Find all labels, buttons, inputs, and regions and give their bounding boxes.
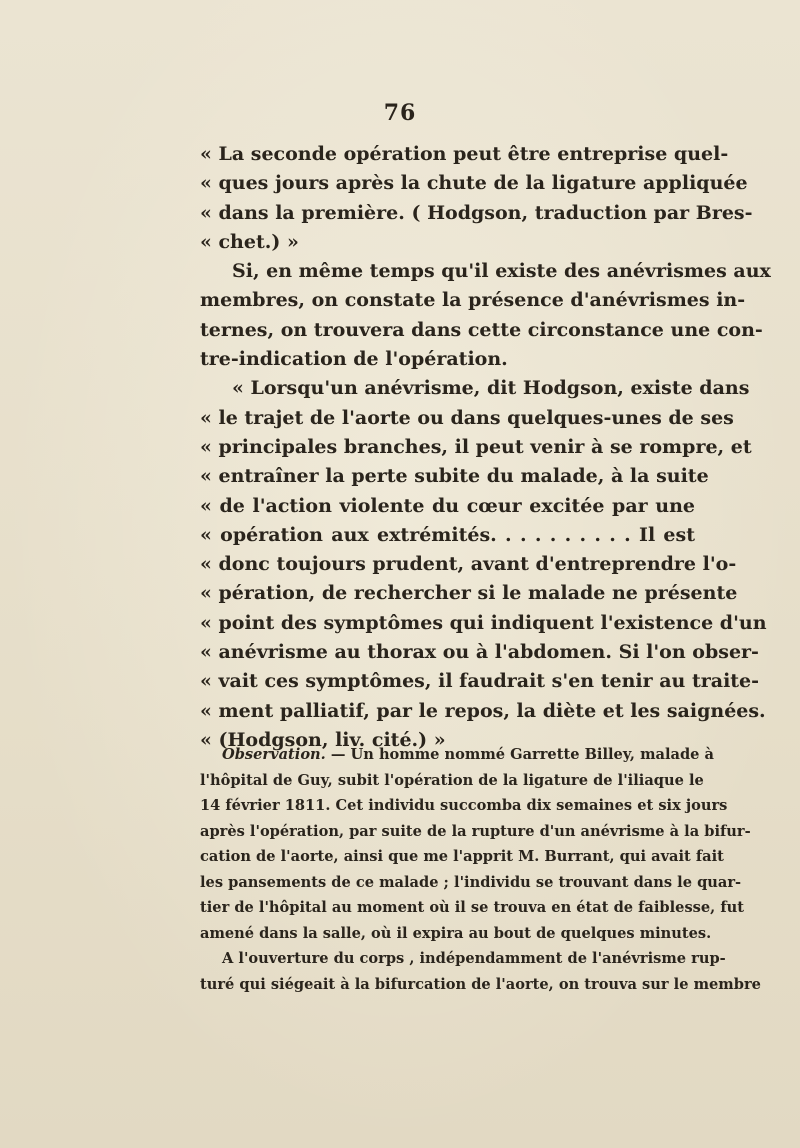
text-line: Si, en même temps qu'il existe des anévrismes aux — [232, 260, 771, 283]
observation-line: A l'ouverture du corps , indépendamment de l'anévrisme rup- — [222, 950, 726, 967]
text-line: « vait ces symptômes, il faudrait s'en tenir au traite- — [200, 670, 760, 693]
text-line: « de l'action violente du cœur excitée par une — [200, 494, 695, 517]
text-line: « principales branches, il peut venir à se rompre, et — [200, 435, 752, 458]
text-line: « chet.) » — [200, 230, 299, 253]
observation-line: amené dans la salle, où il expira au bout de quelques minutes. — [200, 924, 712, 942]
text-line: « entraîner la perte subite du malade, à la suite — [200, 465, 709, 488]
text-line: « Lorsqu'un anévrisme, dit Hodgson, existe dans — [232, 377, 750, 400]
observation-line: tier de l'hôpital au moment où il se trouva en état de faiblesse, fut — [200, 899, 744, 916]
text-line: « pération, de rechercher si le malade ne présente — [200, 582, 738, 605]
text-line: tre-indication de l'opération. — [200, 348, 508, 371]
observation-line: les pansements de ce malade ; l'individu se trouvant dans le quar- — [200, 873, 742, 891]
text-line: « anévrisme au thorax ou à l'abdomen. Si l'on obser- — [200, 641, 759, 664]
text-line: membres, on constate la présence d'anévrismes in- — [200, 289, 746, 312]
observation-line: — Un homme nommé Garrette Billey, malade à — [330, 746, 714, 763]
observation-line: après l'opération, par suite de la rupture d'un anévrisme à la bifur- — [200, 822, 751, 840]
text-line: « dans la première. ( Hodgson, traduction par Bres- — [200, 201, 753, 224]
text-line: ternes, on trouvera dans cette circonstance une con- — [200, 318, 763, 341]
text-line: « opération aux extrémités. . . . . . . . . . Il est — [200, 523, 695, 546]
text-line: « (Hodgson, liv. cité.) » — [200, 728, 446, 751]
observation-line: 14 février 1811. Cet individu succomba dix semaines et six jours — [200, 797, 728, 814]
observation-line: turé qui siégeait à la bifurcation de l'aorte, on trouva sur le membre — [200, 975, 761, 993]
main-text — [200, 140, 771, 755]
observation-label: Observation. — [222, 746, 326, 763]
text-line: « le trajet de l'aorte ou dans quelques-unes de ses — [200, 406, 734, 429]
observation-first-line — [200, 742, 714, 768]
observation-line: l'hôpital de Guy, subit l'opération de la ligature de l'iliaque le — [200, 771, 704, 789]
text-line: « La seconde opération peut être entreprise quel- — [200, 143, 729, 165]
text-line: « point des symptômes qui indiquent l'existence d'un — [200, 611, 767, 634]
page-number: 76 — [383, 100, 417, 126]
observation-section — [200, 742, 761, 997]
observation-line: cation de l'aorte, ainsi que me l'apprit M. Burrant, qui avait fait — [200, 848, 724, 865]
text-line: « donc toujours prudent, avant d'entreprendre l'o- — [200, 553, 737, 576]
text-line: « ment palliatif, par le repos, la diète et les saignées. — [200, 699, 766, 722]
text-line: « ques jours après la chute de la ligature appliquée — [200, 172, 748, 195]
